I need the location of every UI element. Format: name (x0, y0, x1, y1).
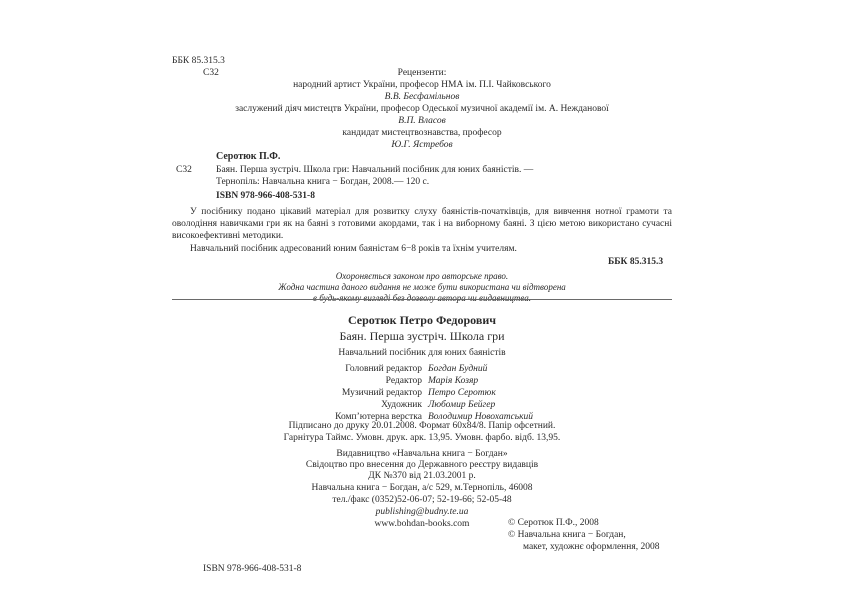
publisher-website: www.bohdan-books.com (374, 519, 470, 529)
publisher-certificate-number: ДК №370 від 21.03.2001 р. (368, 471, 476, 481)
reviewers-heading: Рецензенти: (397, 68, 447, 78)
notice-line-2: Жодна частина даного видання не може бути використана чи відтворена (278, 282, 566, 292)
publisher-name: Видавництво «Навчальна книга − Богдан» (336, 449, 508, 459)
isbn-bottom: ISBN 978-966-408-531-8 (203, 564, 302, 574)
reviewer-1-title: народний артист України, професор НМА ім. П.І. Чайковського (293, 80, 551, 90)
annotation-bbk: ББК 85.315.3 (608, 257, 664, 267)
publisher-certificate: Свідоцтво про внесення до Державного реєстру видавців (305, 460, 539, 470)
imprint-title: Баян. Перша зустріч. Школа гри (339, 329, 505, 343)
section-divider (172, 299, 672, 300)
reviewer-1-name: В.В. Бесфамільнов (384, 92, 460, 102)
entry-author: Серотюк П.Ф. (216, 151, 281, 162)
publisher-phone: тел./факс (0352)52-06-07; 52-19-66; 52-05-48 (332, 495, 512, 505)
credit-name: Марія Козяр (428, 376, 479, 386)
reviewer-2-name: В.П. Власов (398, 116, 446, 126)
annotation-paragraph-2: Навчальний посібник адресований юним баяністам 6−8 років та їхнім учителям. (190, 244, 517, 254)
annotation-paragraph-1: У посібнику подано цікавий матеріал для розвитку слуху баяністів-початківців, для вивчення нотної грамоти та оволодіння навичками гри як на баяні з готовими акордами, так і на виборному баяні. З цією метою використано сучасні високоефективні методики. (172, 207, 672, 241)
credit-name: Петро Серотюк (428, 388, 496, 398)
notice-line-3: в будь-якому вигляді без дозволу автора чи видавництва. (313, 293, 531, 303)
credit-name: Богдан Будний (428, 364, 488, 374)
credit-name: Любомир Бейгер (428, 400, 496, 410)
imprint-subtitle: Навчальний посібник для юних баяністів (338, 348, 506, 358)
copyright-layout: макет, художнє оформлення, 2008 (523, 542, 660, 552)
credit-role: Редактор (385, 376, 422, 386)
credit-role: Головний редактор (345, 364, 422, 374)
print-details-1: Підписано до друку 20.01.2008. Формат 60х84/8. Папір офсетний. (288, 421, 556, 431)
publisher-address: Навчальна книга − Богдан, а/с 529, м.Тернопіль, 46008 (311, 483, 533, 493)
entry-isbn: ISBN 978-966-408-531-8 (216, 191, 315, 201)
credit-name: Володимир Новохатський (428, 412, 534, 422)
copyright-publisher: © Навчальна книга − Богдан, (508, 530, 626, 540)
publisher-email: publishing@budny.te.ua (375, 507, 469, 517)
reviewer-3-name: Ю.Г. Ястребов (391, 140, 453, 150)
copyright-author: © Серотюк П.Ф., 2008 (508, 518, 599, 528)
imprint-author: Серотюк Петро Федорович (347, 313, 497, 327)
udk-code-top: С32 (203, 68, 219, 78)
entry-title-line-1: Баян. Перша зустріч. Школа гри: Навчальний посібник для юних баяністів. — (216, 165, 534, 175)
credit-role: Музичний редактор (341, 388, 422, 398)
print-details-2: Гарнітура Таймс. Умовн. друк. арк. 13,95. Умовн. фарбо. відб. 13,95. (283, 433, 561, 443)
notice-line-1: Охороняється законом про авторське право. (335, 271, 509, 281)
reviewer-2-title: заслужений діяч мистецтв України, професор Одеської музичної академії ім. А. Нежданової (235, 104, 609, 114)
entry-title-line-2: Тернопіль: Навчальна книга − Богдан, 2008.— 120 с. (216, 177, 430, 187)
credit-role: Художник (381, 400, 422, 410)
credit-role: Комп’ютерна верстка (335, 412, 422, 422)
entry-code: С32 (176, 165, 192, 175)
reviewer-3-title: кандидат мистецтвознавства, професор (342, 128, 502, 138)
bbk-code-top: ББК 85.315.3 (172, 56, 225, 66)
